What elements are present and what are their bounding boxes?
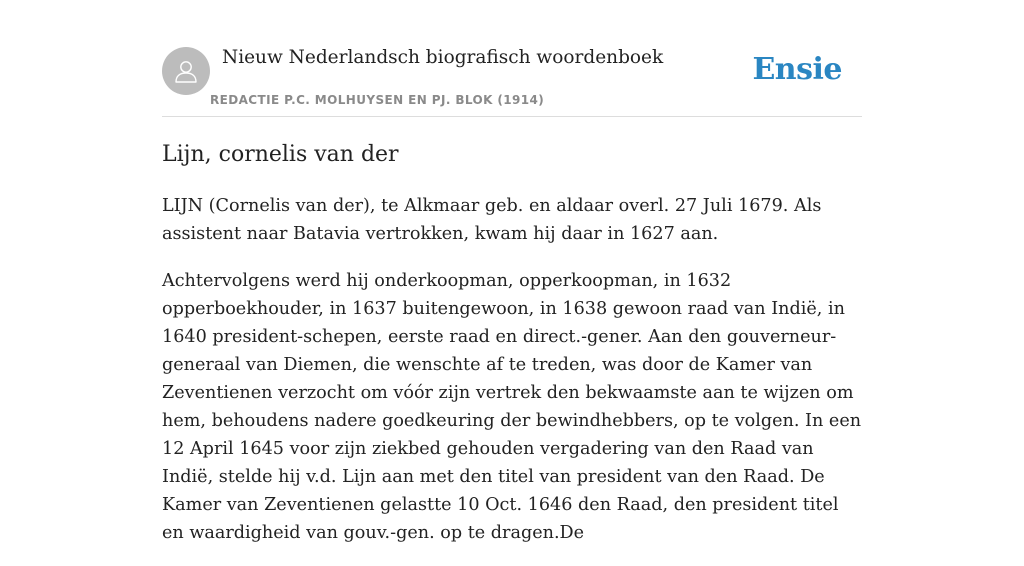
avatar[interactable]	[162, 47, 210, 95]
page	[162, 0, 862, 543]
editors-credit: REDACTIE P.C. MOLHUYSEN EN PJ. BLOK (1914)	[210, 93, 545, 107]
header	[162, 46, 862, 117]
entry-title: Lijn, cornelis van der	[162, 142, 399, 167]
user-icon	[173, 58, 199, 84]
entry-body	[162, 192, 862, 566]
ensie-logo[interactable]: Ensie	[752, 52, 842, 87]
entry-paragraph: LIJN (Cornelis van der), te Alkmaar geb. en aldaar overl. 27 Juli 1679. Als assistent naar Batavia vertrokken, kwam hij daar in 1627 aan.	[162, 196, 822, 244]
entry-paragraph: Achtervolgens werd hij onderkoopman, opperkoopman, in 1632 opperboekhouder, in 1637 buitengewoon, in 1638 gewoon raad van Indië, in 1640 president-schepen, eerste raad en direct.-gener. Aan den gouverneur-generaal van Diemen, die wenschte af te treden, was door de Kamer van Zeventienen verzocht om vóór zijn vertrek den bekwaamste aan te wijzen om hem, behoudens nadere goedkeuring der bewindhebbers, op te volgen. In een 12 April 1645 voor zijn ziekbed gehouden vergadering van den Raad van Indië, stelde hij v.d. Lijn aan met den titel van president van den Raad. De Kamer van Zeventienen gelastte 10 Oct. 1646 den Raad, den president titel en waardigheid van gouv.-gen. op te dragen.De	[162, 271, 862, 543]
book-title[interactable]: Nieuw Nederlandsch biografisch woordenboek	[222, 47, 664, 68]
